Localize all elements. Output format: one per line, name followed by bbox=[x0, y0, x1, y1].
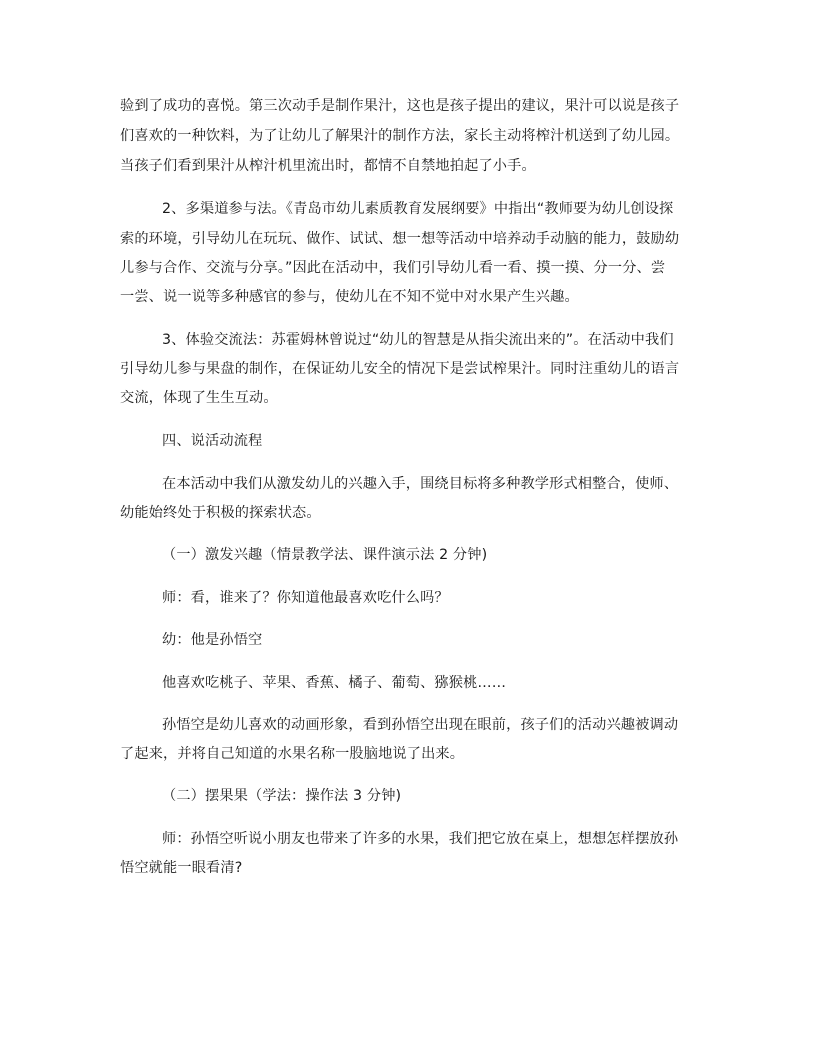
text-line: 他喜欢吃桃子、苹果、香蕉、橘子、葡萄、猕猴桃…… bbox=[162, 675, 507, 691]
text-line: 悟空就能一眼看清? bbox=[120, 860, 243, 876]
text-line: 在本活动中我们从激发幼儿的兴趣入手，围绕目标将多种教学形式相整合，使师、 bbox=[162, 476, 679, 492]
text-line: 孙悟空是幼儿喜欢的动画形象，看到孙悟空出现在眼前，孩子们的活动兴趣被调动 bbox=[162, 717, 679, 733]
text-line: 儿参与合作、交流与分享。”因此在活动中，我们引导幼儿看一看、摸一摸、分一分、尝 bbox=[120, 260, 666, 276]
text-line: 验到了成功的喜悦。第三次动手是制作果汁，这也是孩子提出的建议，果汁可以说是孩子 bbox=[120, 98, 680, 114]
dialogue-line: 师：看，谁来了？你知道他最喜欢吃什么吗？ bbox=[162, 590, 449, 606]
text-line: 了起来，并将自己知道的水果名称一股脑地说了出来。 bbox=[120, 746, 465, 762]
paragraph-heading-line: 2、多渠道参与法。《青岛市幼儿素质教育发展纲要》中指出“教师要为幼儿创设探 bbox=[162, 201, 674, 217]
text-line: 一尝、说一说等多种感官的参与，使幼儿在不知不觉中对水果产生兴趣。 bbox=[120, 289, 579, 305]
text-line: 幼能始终处于积极的探索状态。 bbox=[120, 505, 321, 521]
text-line: 们喜欢的一种饮料，为了让幼儿了解果汁的制作方法，家长主动将榨汁机送到了幼儿园。 bbox=[120, 128, 680, 144]
dialogue-line: 师：孙悟空听说小朋友也带来了许多的水果，我们把它放在桌上，想想怎样摆放孙 bbox=[162, 831, 679, 847]
section-heading: 四、说活动流程 bbox=[162, 433, 263, 449]
subsection-heading: （一）激发兴趣（情景教学法、课件演示法 2 分钟) bbox=[162, 547, 488, 563]
text-line: 当孩子们看到果汁从榨汁机里流出时，都情不自禁地拍起了小手。 bbox=[120, 158, 536, 174]
dialogue-line: 幼：他是孙悟空 bbox=[162, 632, 263, 648]
text-line: 引导幼儿参与果盘的制作，在保证幼儿安全的情况下是尝试榨果汁。同时注重幼儿的语言 bbox=[120, 361, 680, 377]
paragraph-heading-line: 3、体验交流法：苏霍姆林曾说过“幼儿的智慧是从指尖流出来的”。在活动中我们 bbox=[162, 332, 674, 348]
text-line: 索的环境，引导幼儿在玩玩、做作、试试、想一想等活动中培养动手动脑的能力，鼓励幼 bbox=[120, 231, 680, 247]
subsection-heading: （二）摆果果（学法：操作法 3 分钟) bbox=[162, 788, 402, 804]
text-line: 交流，体现了生生互动。 bbox=[120, 390, 278, 406]
